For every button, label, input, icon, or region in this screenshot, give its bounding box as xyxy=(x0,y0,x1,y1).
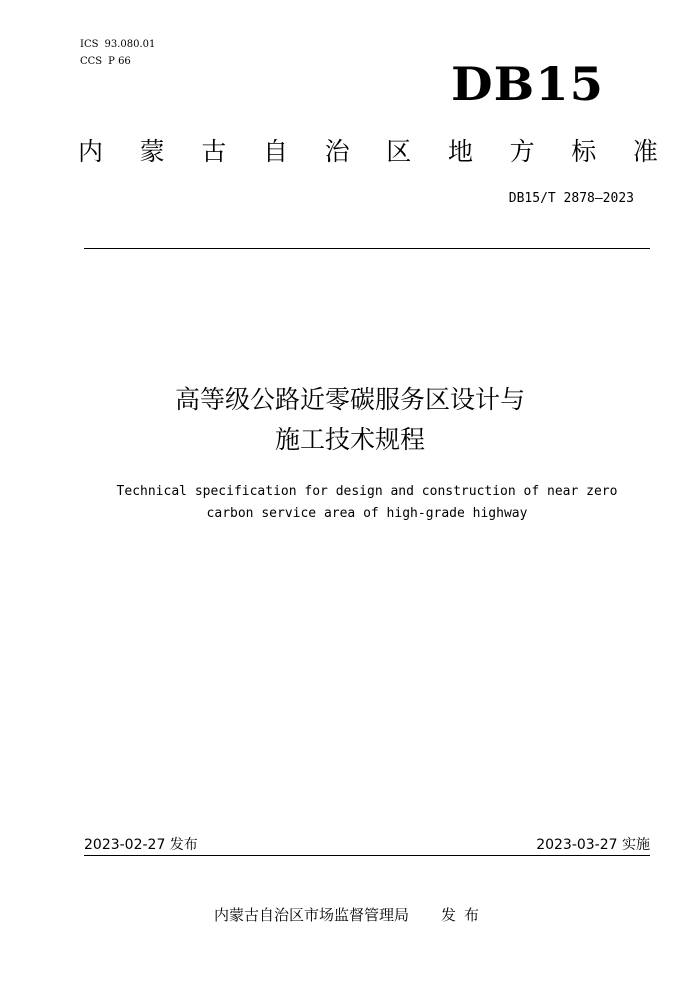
chinese-title-line-2: 施工技术规程 xyxy=(274,425,425,454)
classification-codes xyxy=(80,36,155,70)
ccs-value: P 66 xyxy=(108,56,131,67)
db15-logo: DB15 xyxy=(451,58,604,112)
publish-date: 2023-02-27 发布 xyxy=(84,837,198,853)
standard-type-char: 内 xyxy=(78,137,104,166)
standard-type-char: 蒙 xyxy=(139,137,165,166)
implement-date: 2023-03-27 实施 xyxy=(536,837,650,853)
ccs-label: CCS xyxy=(80,56,103,67)
standard-type-char: 方 xyxy=(509,137,535,166)
ics-value: 93.080.01 xyxy=(104,39,156,50)
ics-label: ICS xyxy=(80,39,99,50)
standard-number: DB15/T 2878—2023 xyxy=(508,191,634,206)
english-title-line-1: Technical specification for design and construction of near zero xyxy=(116,484,618,499)
standard-type-char: 自 xyxy=(262,137,288,166)
standard-type-char: 区 xyxy=(386,137,412,166)
issuer xyxy=(214,904,487,925)
standard-type-char: 地 xyxy=(447,137,473,166)
issuer-name: 内蒙古自治区市场监督管理局 xyxy=(214,906,410,924)
chinese-title xyxy=(0,380,700,460)
top-divider xyxy=(84,248,650,249)
standard-type-char: 标 xyxy=(571,137,597,166)
issuer-action: 发布 xyxy=(441,906,488,924)
standard-type-char: 准 xyxy=(632,137,658,166)
standard-type-heading xyxy=(78,134,658,170)
english-title-line-2: carbon service area of high-grade highway xyxy=(206,506,528,521)
bottom-divider xyxy=(84,855,650,856)
ccs-code xyxy=(80,53,155,70)
ics-code xyxy=(80,36,155,53)
english-title xyxy=(0,481,700,525)
standard-type-char: 古 xyxy=(201,137,227,166)
chinese-title-line-1: 高等级公路近零碳服务区设计与 xyxy=(174,385,525,414)
standard-type-char: 治 xyxy=(324,137,350,166)
